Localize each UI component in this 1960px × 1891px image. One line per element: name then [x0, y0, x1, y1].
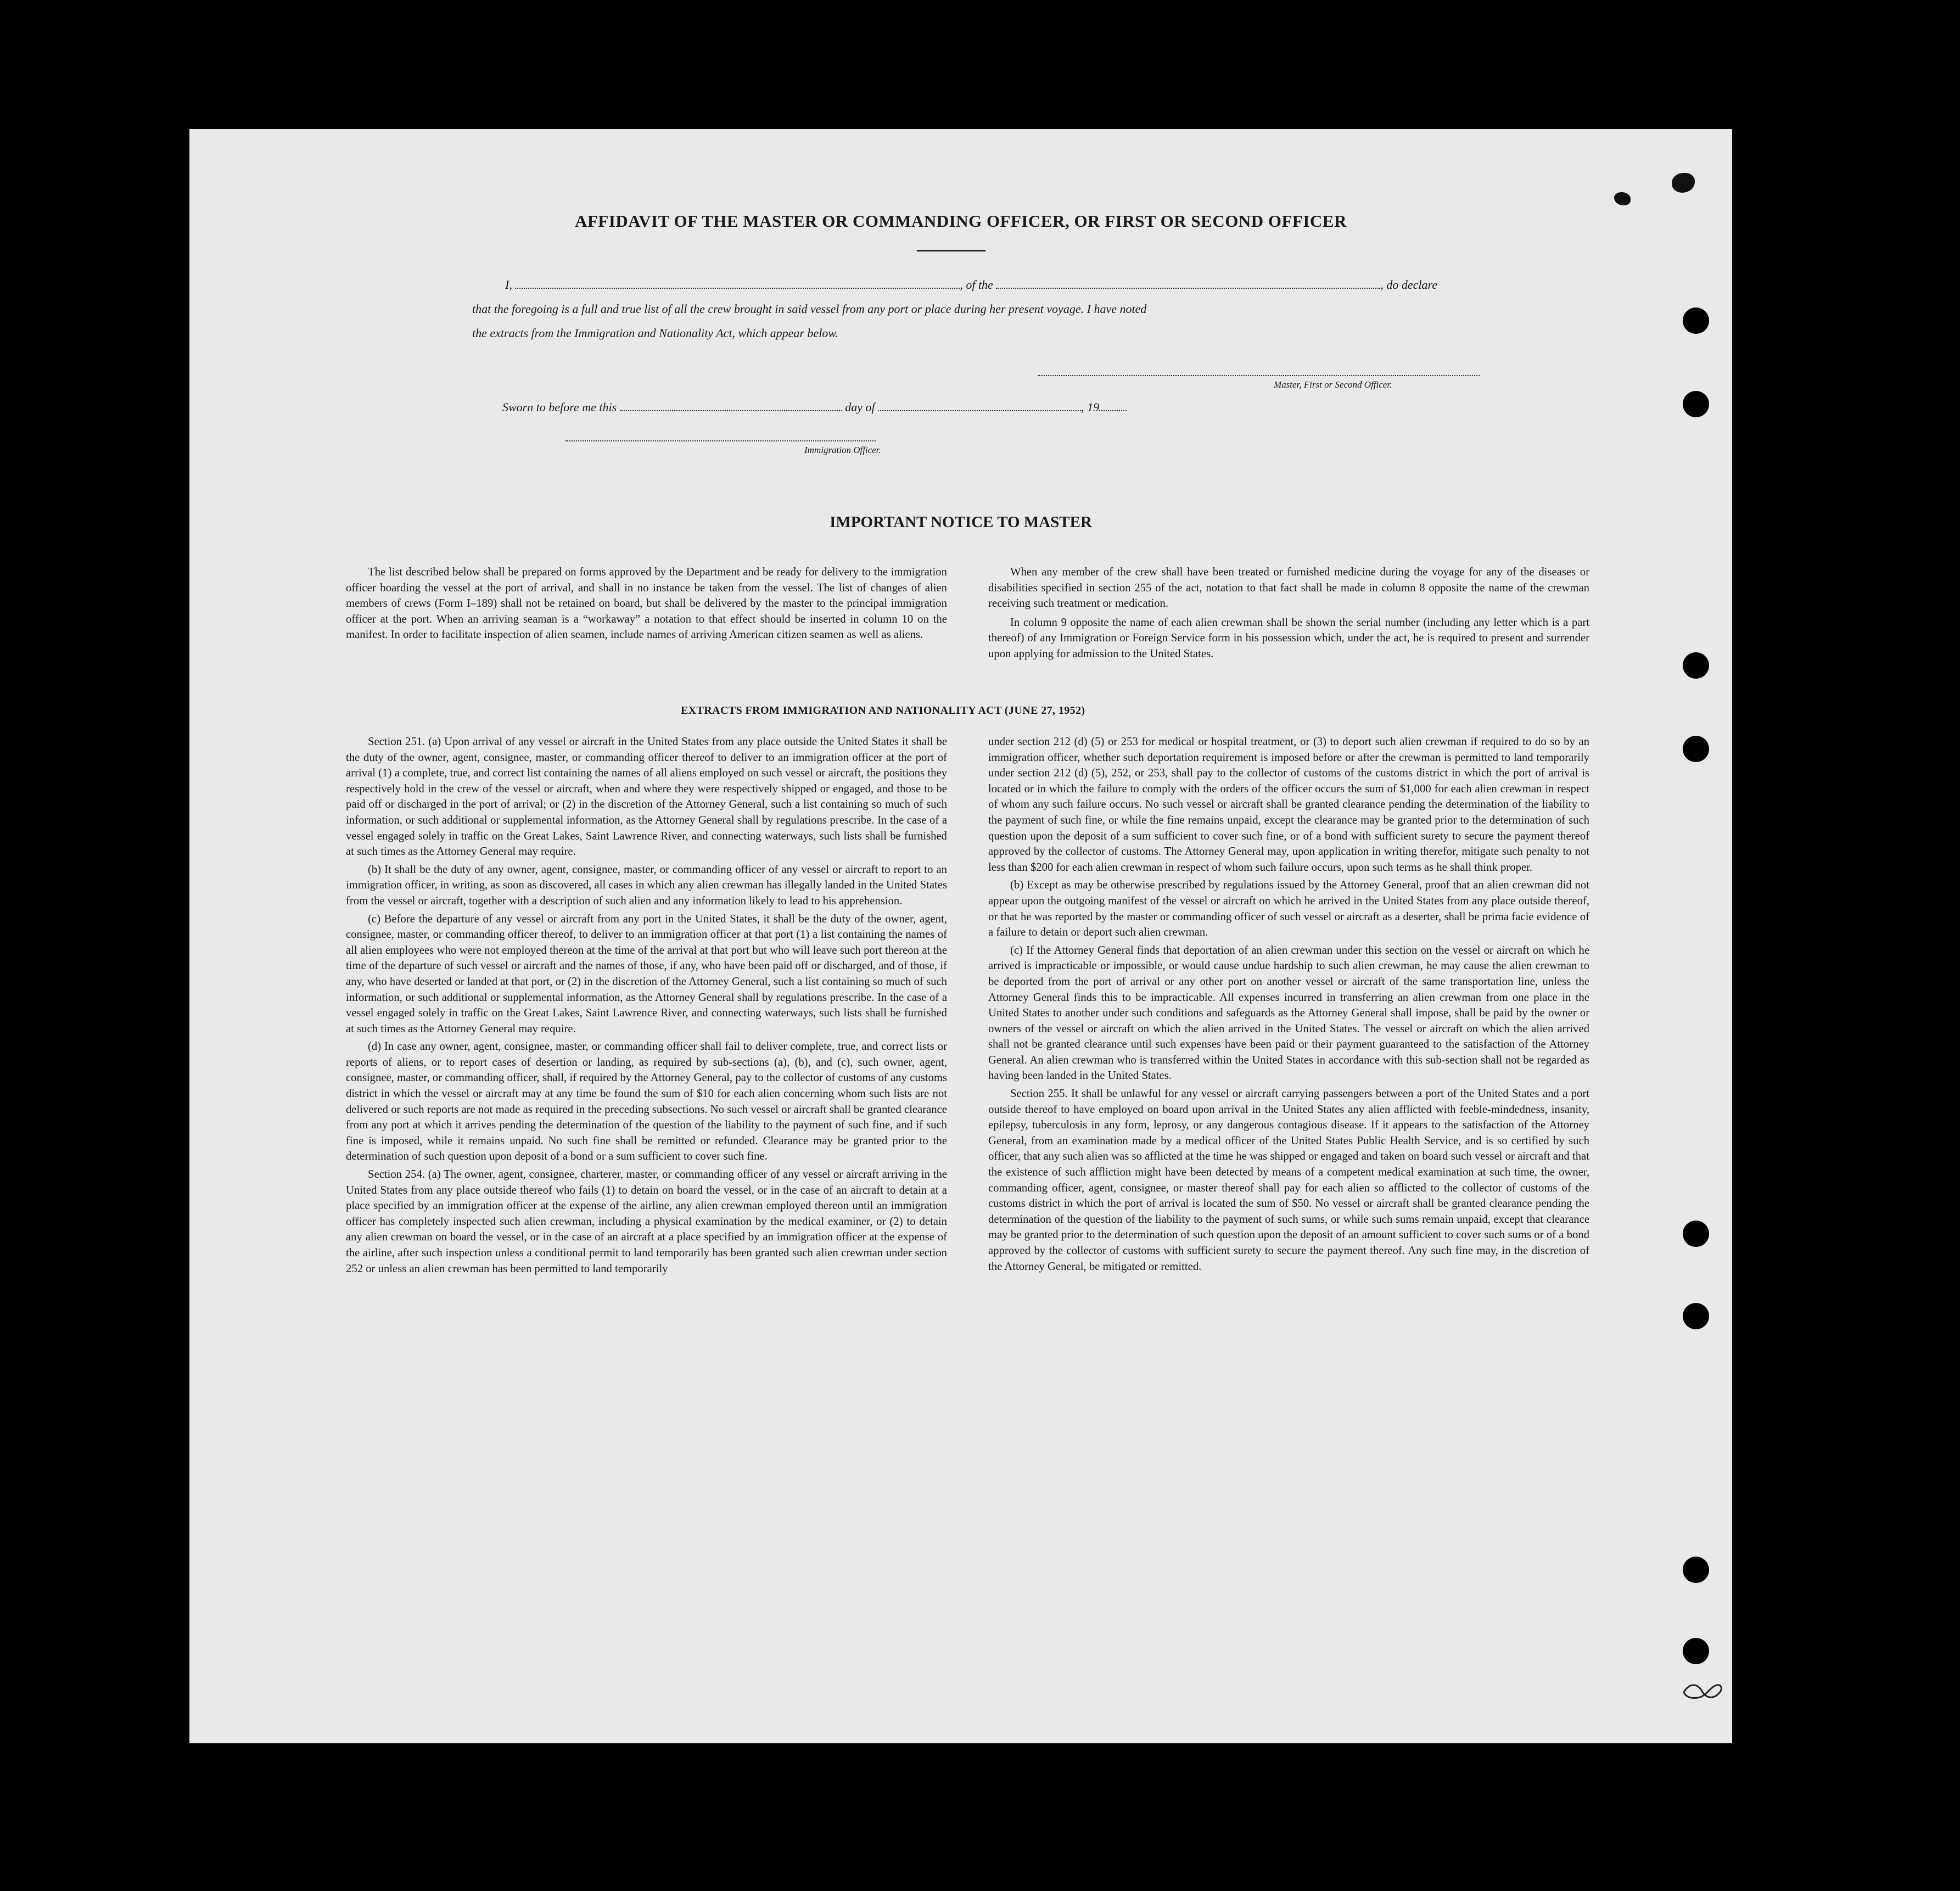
sworn-year-field[interactable]	[1099, 399, 1127, 411]
vessel-name-field[interactable]	[996, 277, 1380, 289]
handwritten-mark-icon	[1681, 1680, 1725, 1702]
master-signature-caption: Master, First or Second Officer.	[1274, 379, 1392, 390]
sworn-line	[502, 395, 1127, 419]
declaration-line-2: that the foregoing is a full and true list of all the crew brought in said vessel from any port or place during her present voyage. I have noted	[472, 302, 1147, 316]
declaration-of-the: , of the	[960, 278, 993, 292]
notice-left-column	[346, 564, 947, 643]
declaration-do-declare: , do declare	[1380, 278, 1437, 292]
section-254c-paragraph: (c) If the Attorney General finds that deportation of an alien crewman under this section on the vessel or aircraft on which he arrived is impracticable or impossible, or would cause undue hardship to such alien crewman, he may cause the alien crewman to be deported from the port of arrival or any other port on another vessel or aircraft of the same transportation line, unless the Attorney General finds this to be impracticable. All expenses incurred in transferring an alien crewman from one place in the United States to another under such conditions and safeguards as the Attorney General shall impose, shall be paid by the owner or owners of the vessel or aircraft on which the alien arrived in the United States. The vessel or aircraft on which the alien arrived shall not be granted clearance until such expenses have been paid or their payment guaranteed to the satisfaction of the Attorney General. An alien crewman who is transferred within the United States in accordance with this sub-section shall not be regarded as having been landed in the United States.	[988, 944, 1589, 1082]
notice-right-paragraph: In column 9 opposite the name of each alien crewman shall be shown the serial number (including any letter which is a part thereof) of any Immigration or Foreign Service form in his possession which, under the act, he is required to present and surrender upon applying for admission to the United States.	[988, 616, 1589, 660]
ink-stain	[1672, 173, 1695, 193]
year-prefix: , 19	[1081, 400, 1100, 414]
sworn-month-field[interactable]	[878, 399, 1081, 411]
declarant-name-field[interactable]	[515, 277, 960, 289]
immigration-officer-caption: Immigration Officer.	[804, 445, 881, 455]
document-page	[189, 129, 1732, 1743]
declaration-line-3: the extracts from the Immigration and Nationality Act, which appear below.	[472, 326, 838, 340]
section-254a-continued-paragraph: under section 212 (d) (5) or 253 for medical or hospital treatment, or (3) to deport such alien crewman if required to do so by an immigration officer, whether such deportation requirement is imposed before or after the crewman is permitted to land temporarily under section 212 (d) (5), 252, or 253, shall pay to the collector of customs of the customs district in which the port of arrival is located or in which the failure to comply with the orders of the officer occurs the sum of $1,000 for each alien crewman in respect of whom any such failure occurs. No such vessel or aircraft shall be granted clearance pending the determination of the liability to the payment of such fine, or while the fine remains unpaid, except the clearance may be granted prior to the determination of such question upon the deposit of a sum sufficient to cover such fine, or of a bond with sufficient surety to secure the payment thereof approved by the collector of customs. The Attorney General may, upon application in writing therefor, mitigate such penalty to not less than $200 for each alien crewman in respect of whom such failure occurs, upon such terms as he shall think proper.	[988, 736, 1589, 874]
declaration-i: I,	[505, 278, 512, 292]
declaration-line-1	[505, 273, 1437, 297]
section-251a-paragraph: Section 251. (a) Upon arrival of any vessel or aircraft in the United States from any place outside the United States it shall be the duty of the owner, agent, consignee, master, or commanding officer thereof to deliver to an immigration officer at the port of arrival (1) a complete, true, and correct list containing the names of all aliens employed on such vessel or aircraft, the positions they respectively hold in the crew of the vessel or aircraft, when and where they were respectively shipped or engaged, and those to be paid off or discharged in the port of arrival; or (2) in the discretion of the Attorney General, such a list containing so much of such information, or such additional or supplemental information, as the Attorney General shall by regulations prescribe. In the case of a vessel engaged solely in traffic on the Great Lakes, Saint Lawrence River, and connecting waterways, such lists shall be furnished at such times as the Attorney General may require.	[346, 736, 947, 858]
section-255-paragraph: Section 255. It shall be unlawful for any vessel or aircraft carrying passengers between a port of the United States and a port outside thereof to have employed on board upon arrival in the United States any alien afflicted with feeble-mindedness, insanity, epilepsy, tuberculosis in any form, leprosy, or any dangerous contagious disease. If it appears to the satisfaction of the Attorney General, from an examination made by a medical officer of the United States Public Health Service, and is so certified by such officer, that any such alien was so afflicted at the time he was shipped or engaged and taken on board such vessel or aircraft and that the existence of such affliction might have been detected by means of a competent medical examination at such time, the owner, commanding officer, agent, consignee, or master thereof shall pay for each alien so afflicted to the collector of customs of the customs district in which the port of arrival is located the sum of $50. No vessel or aircraft shall be granted clearance pending the determination of the question of the liability to the payment of such sums, or while such sums remain unpaid, except that clearance may be granted prior to the determination of such question upon the deposit of an amount sufficient to cover such sums or of a bond approved by the collector of customs with sufficient surety to secure the payment thereof. Any such fine may, in the discretion of the Attorney General, be mitigated or remitted.	[988, 1088, 1589, 1273]
punch-hole	[1683, 1638, 1709, 1664]
title-rule	[917, 250, 985, 251]
section-254b-paragraph: (b) Except as may be otherwise prescribed by regulations issued by the Attorney General, proof that an alien crewman did not appear upon the outgoing manifest of the vessel or aircraft on which he arrived in the United States from any place outside thereof, or that he was reported by the master or commanding officer of such vessel or aircraft as a deserter, shall be prima facie evidence of a failure to detain or deport such alien crewman.	[988, 879, 1589, 939]
extracts-left-column	[346, 734, 947, 1277]
notice-right-paragraph: When any member of the crew shall have been treated or furnished medicine during the voyage for any of the diseases or disabilities specified in section 255 of the act, notation to that fact shall be made in column 8 opposite the name of the crewman receiving such treatment or medication.	[988, 566, 1589, 610]
punch-hole	[1683, 307, 1709, 334]
section-251c-paragraph: (c) Before the departure of any vessel or aircraft from any port in the United States, it shall be the duty of the owner, agent, consignee, master, or commanding officer thereof, to deliver to an immigration officer at that port (1) a list containing the names of all alien employees who were not employed thereon at the time of the arrival at that port but who will leave such port thereon at the time of the departure of such vessel or aircraft and the names of those, if any, who have been paid off or discharged, and of those, if any, who have deserted or landed at that port, or (2) in the discretion of the Attorney General, such a list containing so much of such information, or such additional or supplemental information, as the Attorney General shall by regulations prescribe. In the case of a vessel engaged solely in traffic on the Great Lakes, Saint Lawrence River, and connecting waterways, such lists shall be furnished at such times as the Attorney General may require.	[346, 913, 947, 1035]
notice-right-column	[988, 564, 1589, 662]
punch-hole	[1683, 1557, 1709, 1583]
day-of-label: day of	[845, 400, 875, 414]
master-signature-line[interactable]	[1038, 375, 1480, 376]
punch-hole	[1683, 736, 1709, 762]
extracts-title: EXTRACTS FROM IMMIGRATION AND NATIONALITY ACT (JUNE 27, 1952)	[681, 704, 1085, 717]
sworn-day-field[interactable]	[620, 399, 842, 411]
punch-hole	[1683, 652, 1709, 679]
punch-hole	[1683, 1221, 1709, 1247]
affidavit-title: AFFIDAVIT OF THE MASTER OR COMMANDING OFFICER, OR FIRST OR SECOND OFFICER	[575, 211, 1347, 231]
notice-title: IMPORTANT NOTICE TO MASTER	[830, 513, 1092, 531]
notice-left-paragraph: The list described below shall be prepared on forms approved by the Department and be ready for delivery to the immigration officer boarding the vessel at the port of arrival, and shall in no instance be taken from the vessel. The list of changes of alien members of crews (Form I–189) shall not be retained on board, but shall be delivered by the master to the principal immigration officer at the port. When an arriving seaman is a “workaway” a notation to that effect should be inserted in column 10 on the manifest. In order to facilitate inspection of alien seamen, include names of arriving American citizen seamen as well as aliens.	[346, 566, 947, 641]
punch-hole	[1683, 391, 1709, 417]
immigration-officer-signature-line[interactable]	[565, 440, 876, 441]
punch-hole	[1683, 1303, 1709, 1329]
section-251d-paragraph: (d) In case any owner, agent, consignee, master, or commanding officer shall fail to deliver complete, true, and correct lists or reports of aliens, or to report cases of desertion or landing, as required by sub-sections (a), (b), and (c), such owner, agent, consignee, master, or commanding officer, shall, if required by the Attorney General, pay to the collector of customs of any customs district in which the vessel or aircraft may at any time be found the sum of $10 for each alien concerning whom such lists are not delivered or such reports are not made as required in the preceding subsections. No such vessel or aircraft shall be granted clearance from any port at which it arrives pending the determination of the question of the liability to the payment of such fine, and if such fine is imposed, while it remains unpaid. No such fine shall be remitted or refunded. Clearance may be granted prior to the determination of such question upon deposit of a bond or a sum sufficient to cover such fine.	[346, 1040, 947, 1163]
section-254a-paragraph: Section 254. (a) The owner, agent, consignee, charterer, master, or commanding officer of any vessel or aircraft arriving in the United States from any place outside thereof who fails (1) to detain on board the vessel, or in the case of an aircraft to detain at a place specified by an immigration officer at the expense of the airline, any alien crewman employed thereon until an immigration officer has completely inspected such alien crewman, including a physical examination by the medical examiner, or (2) to detain any alien crewman on board the vessel, or in the case of an aircraft at a place specified by an immigration officer at the expense of the airline, after such inspection unless a conditional permit to land temporarily has been granted such alien crewman under section 252 or unless an alien crewman has been permitted to land temporarily	[346, 1168, 947, 1275]
section-251b-paragraph: (b) It shall be the duty of any owner, agent, consignee, master, or commanding officer of any vessel or aircraft to report to an immigration officer, in writing, as soon as discovered, all cases in which any alien crewman has illegally landed in the United States from the vessel or aircraft, together with a description of such alien and any information likely to lead to his apprehension.	[346, 863, 947, 907]
extracts-right-column	[988, 734, 1589, 1274]
sworn-label: Sworn to before me this	[502, 400, 617, 414]
ink-stain	[1614, 192, 1631, 205]
